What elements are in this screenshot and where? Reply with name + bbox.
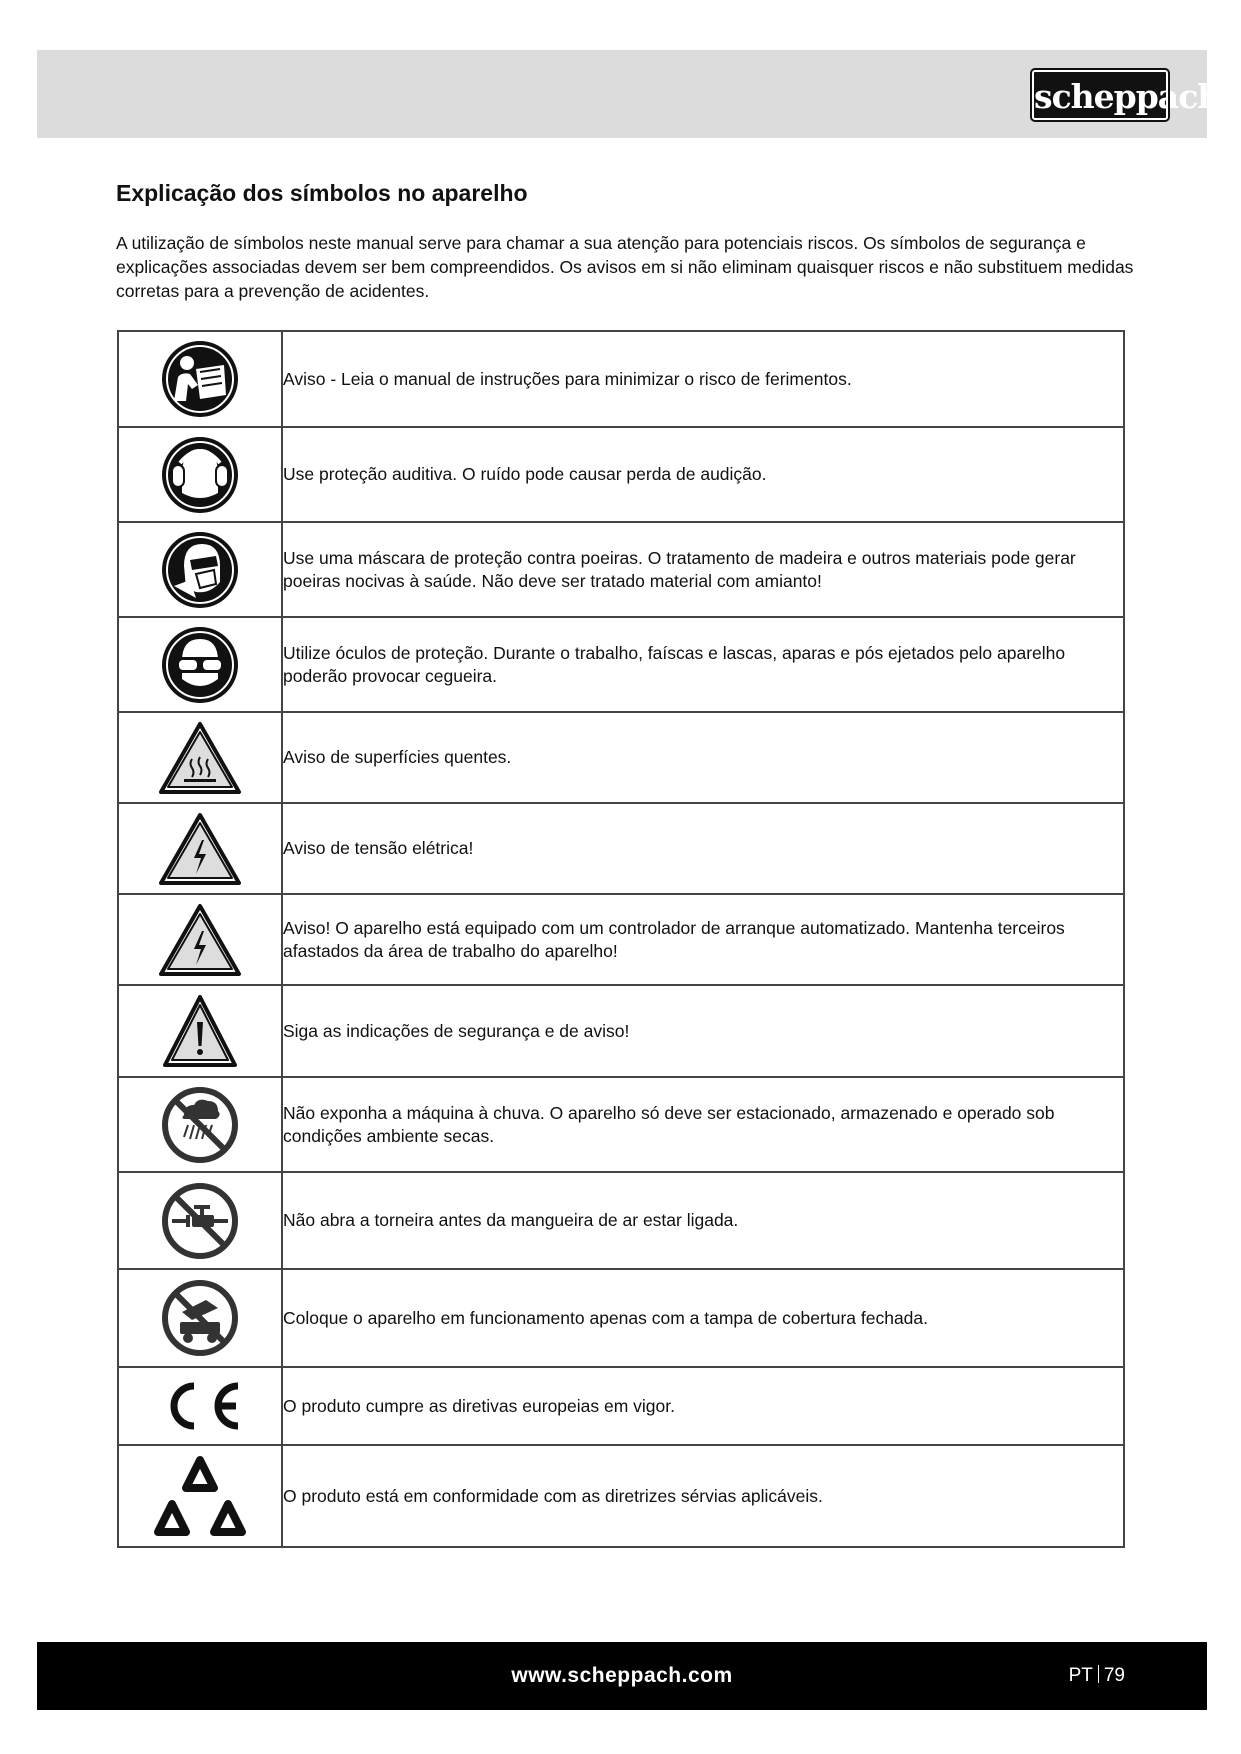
symbol-row	[118, 1172, 1124, 1269]
symbol-description: Siga as indicações de segurança e de aviso!	[282, 985, 1124, 1077]
symbol-description: Aviso! O aparelho está equipado com um controlador de arranque automatizado. Mantenha terceiros afastados da área de trabalho do aparelho!	[282, 894, 1124, 985]
page-number-value: 79	[1103, 1665, 1125, 1686]
language-code: PT	[1068, 1665, 1093, 1686]
brand-logo: scheppach	[1032, 70, 1168, 120]
symbol-row	[118, 894, 1124, 985]
footer-band	[37, 1642, 1207, 1710]
automatic-start-warning-icon	[158, 903, 242, 977]
symbol-row	[118, 1367, 1124, 1445]
symbol-description: Não abra a torneira antes da mangueira de ar estar ligada.	[282, 1172, 1124, 1269]
no-rain-icon	[160, 1085, 240, 1165]
no-open-valve-icon	[160, 1181, 240, 1261]
symbol-row	[118, 427, 1124, 522]
symbol-description: Use uma máscara de proteção contra poeiras. O tratamento de madeira e outros materiais pode gerar poeiras nocivas à saúde. Não deve ser tratado material com amianto!	[282, 522, 1124, 617]
symbol-description: Use proteção auditiva. O ruído pode causar perda de audição.	[282, 427, 1124, 522]
serbian-conformity-icon	[152, 1454, 248, 1538]
symbol-row	[118, 712, 1124, 803]
no-open-cover-icon	[160, 1278, 240, 1358]
ear-protection-icon	[160, 435, 240, 515]
symbol-row	[118, 985, 1124, 1077]
symbol-description: Aviso de tensão elétrica!	[282, 803, 1124, 894]
dust-mask-icon	[160, 530, 240, 610]
safety-goggles-icon	[160, 625, 240, 705]
symbol-row	[118, 1269, 1124, 1367]
divider	[1098, 1665, 1099, 1683]
general-warning-icon	[162, 994, 238, 1068]
symbol-row	[118, 1077, 1124, 1172]
ce-mark-icon	[158, 1378, 242, 1434]
page-number	[1069, 1642, 1125, 1710]
symbol-row	[118, 1445, 1124, 1547]
symbol-description: O produto está em conformidade com as diretrizes sérvias aplicáveis.	[282, 1445, 1124, 1547]
symbol-row	[118, 803, 1124, 894]
read-manual-icon	[160, 339, 240, 419]
symbol-description: Aviso de superfícies quentes.	[282, 712, 1124, 803]
page-title: Explicação dos símbolos no aparelho	[116, 180, 528, 206]
website-link[interactable]: www.scheppach.com	[511, 1664, 733, 1687]
intro-paragraph: A utilização de símbolos neste manual serve para chamar a sua atenção para potenciais riscos. Os símbolos de segurança e explicações associadas devem ser bem compreendidos. Os avisos em si não eliminam quaisquer riscos e não substituem medidas corretas para a prevenção de acidentes.	[116, 233, 1134, 301]
symbol-description: Aviso - Leia o manual de instruções para minimizar o risco de ferimentos.	[282, 331, 1124, 427]
symbol-row	[118, 331, 1124, 427]
symbols-table	[117, 330, 1125, 1548]
symbol-row	[118, 617, 1124, 712]
symbol-description: Não exponha a máquina à chuva. O aparelho só deve ser estacionado, armazenado e operado sob condições ambiente secas.	[282, 1077, 1124, 1172]
symbol-description: O produto cumpre as diretivas europeias em vigor.	[282, 1367, 1124, 1445]
symbol-description: Utilize óculos de proteção. Durante o trabalho, faíscas e lascas, aparas e pós ejetados pelo aparelho poderão provocar cegueira.	[282, 617, 1124, 712]
hot-surface-warning-icon	[158, 721, 242, 795]
electric-voltage-warning-icon	[158, 812, 242, 886]
symbol-description: Coloque o aparelho em funcionamento apenas com a tampa de cobertura fechada.	[282, 1269, 1124, 1367]
symbol-row	[118, 522, 1124, 617]
